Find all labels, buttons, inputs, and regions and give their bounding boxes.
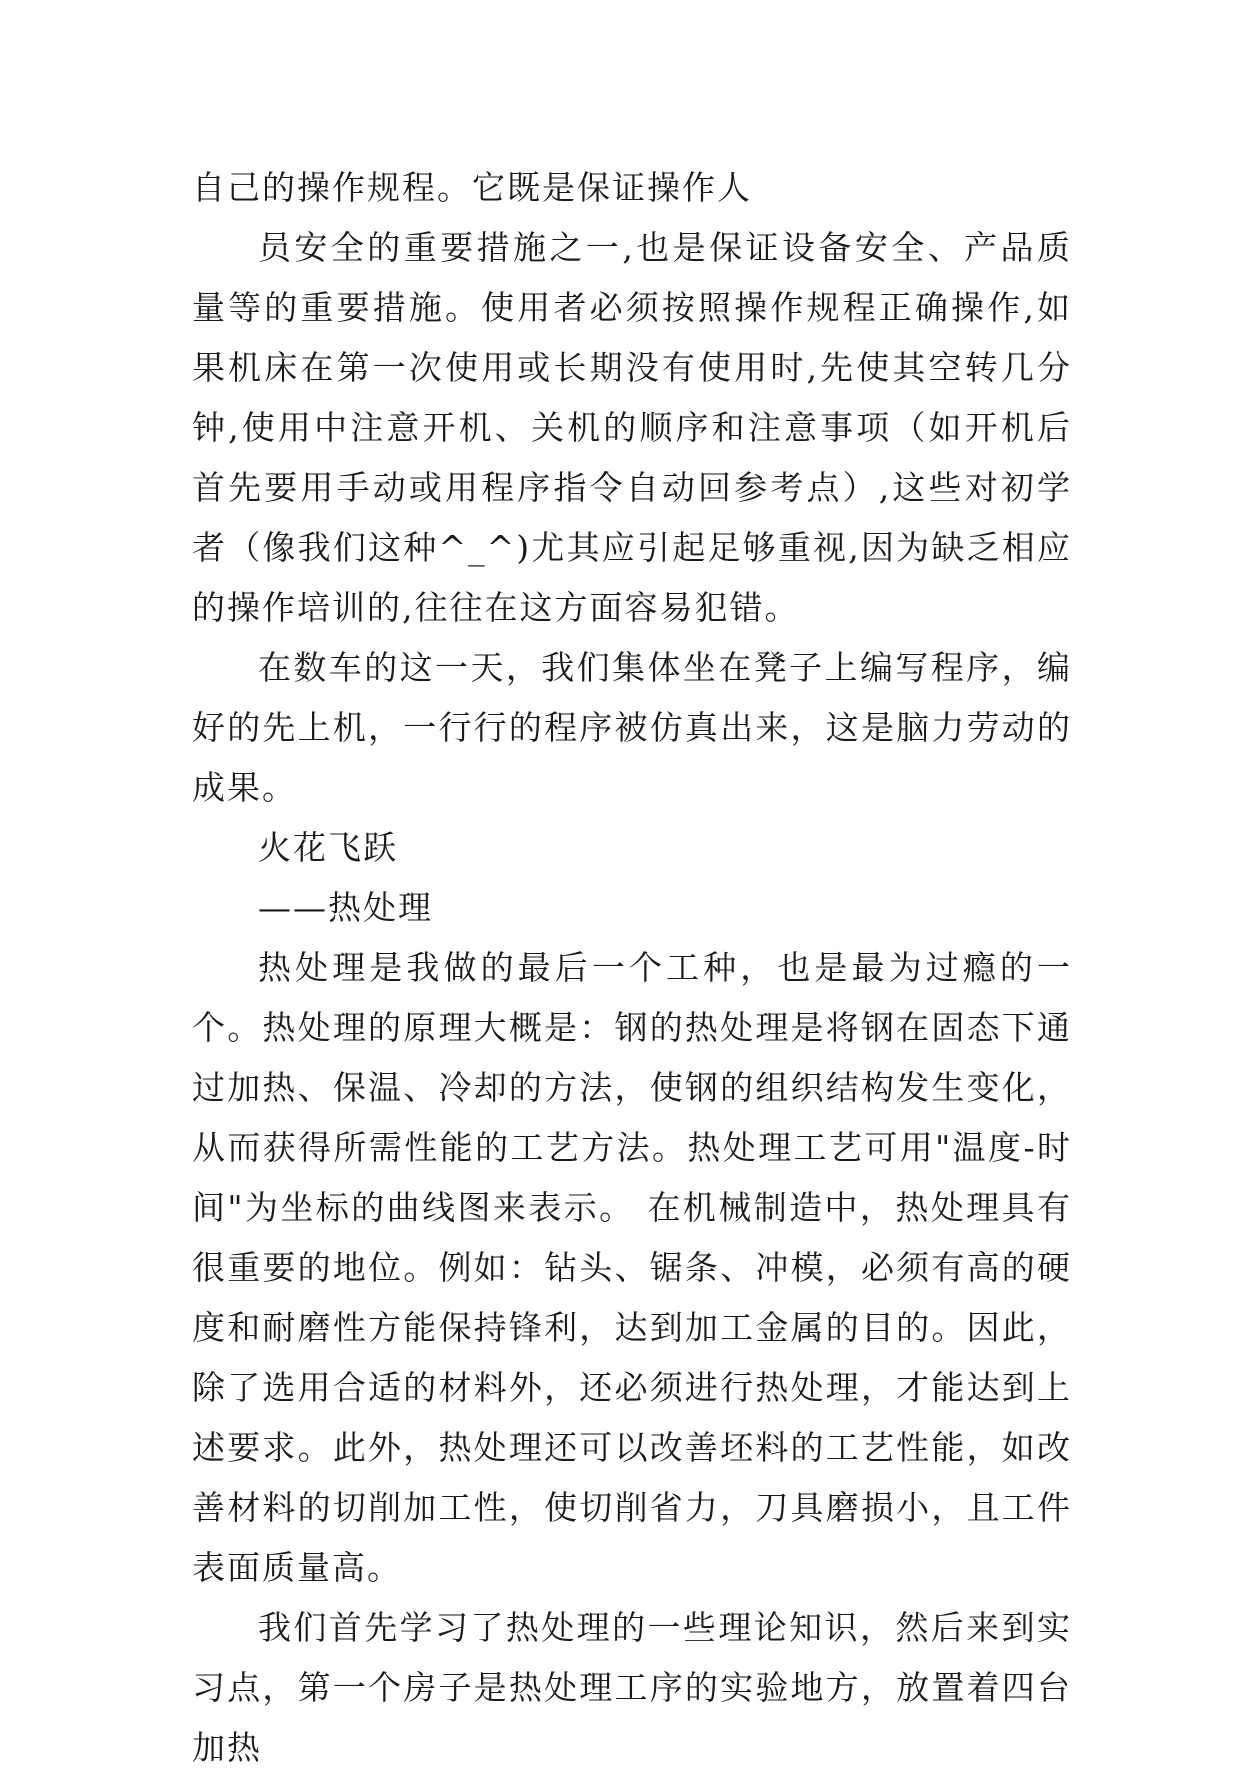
section-subtitle: ——热处理 xyxy=(258,888,433,927)
section-title: 火花飞跃 xyxy=(258,828,398,867)
paragraph-6: 热处理是我做的最后一个工种，也是最为过瘾的一个。热处理的原理大概是：钢的热处理是将钢在固态下通过加热、保温、冷却的方法，使钢的组织结构发生变化，从而获得所需性能的工艺方法。热处理工艺可用"温度-时间"为坐标的曲线图来表示。 在机械制造中，热处理具有很重要的地位。例如：钻头、锯条、冲模，必须有高的硬度和耐磨性方能保持锋利，达到加工金属的目的。因此，除了选用合适的材料外，还必须进行热处理，才能达到上述要求。此外，热处理还可以改善坯料的工艺性能，如改善材料的切削加工性，使切削省力，刀具磨损小，且工件表面质量高。 xyxy=(192,948,1072,1587)
paragraph-1: 自己的操作规程。它既是保证操作人 xyxy=(192,168,752,207)
paragraph-3: 在数车的这一天，我们集体坐在凳子上编写程序，编好的先上机，一行行的程序被仿真出来，这是脑力劳动的成果。 xyxy=(192,648,1072,807)
paragraph-7: 我们首先学习了热处理的一些理论知识，然后来到实习点，第一个房子是热处理工序的实验地方，放置着四台加热 xyxy=(192,1608,1072,1767)
paragraph-2: 员安全的重要措施之一,也是保证设备安全、产品质量等的重要措施。使用者必须按照操作规程正确操作,如果机床在第一次使用或长期没有使用时,先使其空转几分钟,使用中注意开机、关机的顺序和注意事项（如开机后首先要用手动或用程序指令自动回参考点）,这些对初学者（像我们这种^_^)尤其应引起足够重视,因为缺乏相应的操作培训的,往往在这方面容易犯错。 xyxy=(192,228,1072,627)
document-body xyxy=(192,158,1072,1778)
